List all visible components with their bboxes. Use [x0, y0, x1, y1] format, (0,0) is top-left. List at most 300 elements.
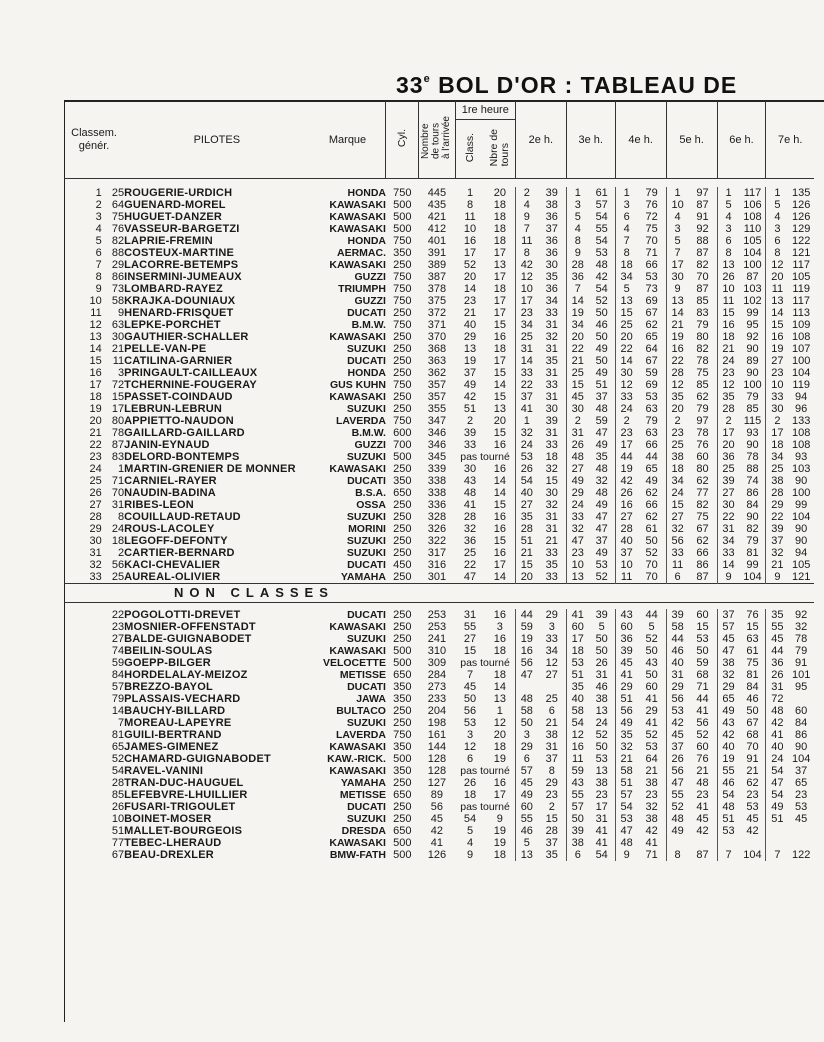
hour-laps-cell: 76	[696, 439, 709, 451]
rank-cell	[64, 849, 102, 861]
cyl-cell: 250	[393, 777, 412, 789]
make-cell: KAWASAKI	[329, 463, 386, 475]
hour-class-cell: 48	[566, 451, 588, 463]
laps-total-cell: 317	[427, 547, 447, 559]
make-cell: DUCATI	[347, 559, 386, 571]
hour-laps-cell: 100	[792, 487, 811, 499]
hour-class-cell: 16	[615, 499, 637, 511]
table-row	[64, 223, 814, 235]
cyl-cell: 500	[393, 211, 412, 223]
hour-laps-cell: 100	[743, 259, 762, 271]
hour-laps-cell: 96	[795, 403, 808, 415]
laps-total-cell: 322	[427, 535, 447, 547]
hour-laps-cell: 46	[746, 693, 759, 705]
rank-cell: 18	[89, 391, 102, 403]
hour-laps-cell: 35	[545, 559, 558, 571]
laps-total-cell: 241	[427, 633, 447, 645]
make-cell: HONDA	[347, 367, 386, 379]
bib-number-cell: 65	[111, 741, 125, 753]
hour-class-cell: 58	[666, 621, 688, 633]
bib-number-cell: 2	[117, 547, 125, 559]
hour-class-cell: 59	[515, 621, 537, 633]
hour-laps-cell: 87	[696, 571, 709, 583]
laps-total-cell: 326	[427, 523, 447, 535]
laps-total-cell: 389	[427, 259, 447, 271]
hour-laps-cell: 38	[595, 777, 608, 789]
hour1-laps-cell: 12	[493, 717, 506, 729]
hour-class-cell: 38	[717, 657, 739, 669]
hour-laps-cell: 23	[595, 789, 608, 801]
make-cell: SUZUKI	[346, 343, 386, 355]
hour1-class-cell: 47	[463, 571, 477, 583]
cyl-cell: 250	[393, 813, 412, 825]
bib-number-cell: 26	[111, 801, 125, 813]
hour-laps-cell: 49	[595, 499, 608, 511]
hour-class-cell: 53	[717, 825, 739, 837]
hour-laps-cell: 76	[645, 199, 658, 211]
hour-laps-cell	[788, 837, 814, 849]
bib-number-cell: 52	[111, 753, 125, 765]
hour-laps-cell: 66	[696, 547, 709, 559]
hour-laps-cell: 81	[746, 547, 759, 559]
hour-class-cell: 19	[566, 307, 588, 319]
hour-laps-cell: 97	[696, 415, 709, 427]
header-marque: Marque	[310, 101, 386, 179]
hour-laps-cell: 121	[792, 247, 811, 259]
hour-laps-cell: 31	[545, 523, 558, 535]
hour1-class-cell: 42	[463, 391, 477, 403]
hour-laps-cell: 67	[746, 717, 759, 729]
hour-laps-cell: 33	[545, 547, 558, 559]
rank-cell	[64, 813, 102, 825]
spacer-cell	[64, 179, 814, 188]
table-row	[64, 379, 814, 391]
hour-class-cell: 25	[666, 439, 688, 451]
pilots-cell: MARTIN-GRENIER DE MONNER	[124, 463, 296, 475]
hour-class-cell: 25	[766, 463, 788, 475]
hour-class-cell: 50	[566, 813, 588, 825]
cyl-cell: 650	[393, 487, 412, 499]
hour1-laps-cell: 9	[496, 813, 503, 825]
hour-laps-cell: 103	[792, 463, 811, 475]
hour-laps-cell: 5	[598, 621, 605, 633]
hour-laps-cell: 35	[595, 451, 608, 463]
hour-class-cell: 57	[717, 621, 739, 633]
hour-laps-cell: 32	[545, 331, 558, 343]
hour-laps-cell: 30	[545, 403, 558, 415]
hour-laps-cell: 60	[645, 681, 658, 693]
rank-cell: 1	[95, 187, 102, 199]
hour-laps-cell: 42	[746, 825, 759, 837]
hour-laps-cell: 23	[746, 789, 759, 801]
bib-number-cell: 24	[111, 523, 125, 535]
hour-laps-cell: 63	[645, 427, 658, 439]
hour-laps-cell: 53	[595, 559, 608, 571]
make-cell: DUCATI	[347, 609, 386, 621]
hour-class-cell: 47	[515, 669, 537, 681]
hour-class-cell: 15	[615, 307, 637, 319]
hour-laps-cell: 50	[645, 669, 658, 681]
laps-total-cell: 198	[427, 717, 447, 729]
hour1-laps-cell: 15	[493, 319, 506, 331]
pilots-cell: MALLET-BOURGEOIS	[124, 825, 243, 837]
table-row	[64, 801, 814, 813]
hour-class-cell: 29	[766, 499, 788, 511]
hour-laps-cell: 52	[696, 729, 709, 741]
hour-class-cell: 7	[566, 283, 588, 295]
hour-class-cell: 9	[615, 849, 637, 861]
hour-laps-cell: 85	[696, 379, 709, 391]
hour-class-cell: 3	[615, 199, 637, 211]
hour-class-cell: 2	[515, 187, 537, 199]
hour-laps-cell: 79	[746, 391, 759, 403]
hour1-class-cell: 13	[463, 343, 477, 355]
hour-class-cell: 23	[766, 367, 788, 379]
hour-laps-cell: 84	[746, 499, 759, 511]
table-row	[64, 645, 814, 657]
make-cell: KAWASAKI	[329, 645, 386, 657]
hour-laps-cell: 106	[743, 199, 762, 211]
rank-cell: 9	[95, 283, 102, 295]
hour-laps-cell: 76	[746, 609, 759, 621]
pilots-cell: KACI-CHEVALIER	[124, 559, 221, 571]
bib-number-cell: 22	[111, 609, 125, 621]
hour1-laps-cell: 16	[493, 439, 506, 451]
cyl-cell: 350	[393, 247, 412, 259]
pilots-cell: AUREAL-OLIVIER	[124, 571, 221, 583]
table-row	[64, 271, 814, 283]
hour-class-cell: 35	[615, 729, 637, 741]
rank-cell: 14	[89, 343, 102, 355]
laps-total-cell: 253	[427, 621, 447, 633]
hour-class-cell: 32	[766, 547, 788, 559]
pilots-cell: INSERMINI-JUMEAUX	[124, 271, 242, 283]
hour-laps-cell: 36	[545, 247, 558, 259]
hour-class-cell: 24	[515, 439, 537, 451]
hour-laps-cell: 44	[645, 609, 658, 621]
bib-number-cell: 64	[111, 199, 125, 211]
hour-laps-cell: 59	[645, 367, 658, 379]
bib-number-cell: 79	[111, 693, 125, 705]
hour-laps-cell: 48	[696, 777, 709, 789]
hour-laps-cell: 48	[595, 463, 608, 475]
hour-class-cell: 25	[717, 463, 739, 475]
hour-laps-cell: 70	[645, 571, 658, 583]
rank-cell: 6	[95, 247, 102, 259]
hour-laps-cell: 85	[696, 295, 709, 307]
hour-laps-cell: 61	[746, 645, 759, 657]
hour-laps-cell: 32	[795, 621, 808, 633]
hour-class-cell: 58	[615, 765, 637, 777]
hour-laps-cell: 82	[746, 523, 759, 535]
hour-class-cell: 55	[766, 621, 788, 633]
table-row	[64, 439, 814, 451]
bib-number-cell: 81	[111, 729, 125, 741]
hour-laps-cell: 21	[696, 765, 709, 777]
hour-class-cell: 8	[717, 247, 739, 259]
hour-class-cell: 54	[766, 765, 788, 777]
hour-class-cell: 31	[515, 343, 537, 355]
hour-laps-cell: 62	[696, 475, 709, 487]
table-row	[64, 765, 814, 777]
hour-class-cell: 48	[666, 813, 688, 825]
rank-cell	[64, 801, 102, 813]
hour-class-cell: 13	[666, 295, 688, 307]
pilots-cell: PRINGAULT-CAILLEAUX	[124, 367, 258, 379]
hour-laps-cell: 80	[696, 463, 709, 475]
laps-total-cell: 56	[430, 801, 444, 813]
hour1-class-cell: 51	[463, 403, 477, 415]
make-cell: KAWASAKI	[329, 259, 386, 271]
hour-class-cell: 36	[766, 657, 788, 669]
hour-laps-cell: 23	[696, 789, 709, 801]
hour-class-cell: 45	[766, 633, 788, 645]
hour-class-cell: 9	[666, 283, 688, 295]
hour-laps-cell: 52	[595, 295, 608, 307]
hour-class-cell: 14	[766, 307, 788, 319]
hour-laps-cell	[788, 693, 814, 705]
pilots-cell: LEFEBVRE-LHUILLIER	[124, 789, 248, 801]
hour-class-cell: 14	[717, 559, 739, 571]
pilots-cell: COSTEUX-MARTINE	[124, 247, 235, 259]
hour1-laps-cell: 17	[493, 559, 506, 571]
cyl-cell: 500	[393, 657, 412, 669]
hour-class-cell: 18	[615, 259, 637, 271]
header-hour-2: 2e h.	[515, 101, 566, 179]
hour-class-cell: 20	[615, 331, 637, 343]
hour-class-cell: 48	[766, 705, 788, 717]
pilots-cell: CATILINA-GARNIER	[124, 355, 233, 367]
header-classem: Classem. génér.	[64, 101, 124, 179]
hour-laps-cell: 15	[545, 813, 558, 825]
hour-class-cell: 20	[515, 571, 537, 584]
hour-laps-cell: 122	[792, 849, 811, 861]
hour-class-cell: 20	[666, 403, 688, 415]
header-class: Class.	[455, 120, 485, 179]
hour-laps-cell: 69	[645, 295, 658, 307]
header-tours: Nombre de tours à l'arrivée	[419, 101, 456, 179]
hour1-laps-cell: 1	[496, 705, 503, 717]
hour-class-cell: 56	[666, 765, 688, 777]
hour1-class-cell: 19	[463, 355, 477, 367]
hour1-class-cell: 33	[463, 439, 477, 451]
hour1-laps-cell: 16	[493, 633, 506, 645]
hour-class-cell: 41	[566, 609, 588, 621]
hour-class-cell: 15	[566, 379, 588, 391]
hour-laps-cell: 75	[696, 367, 709, 379]
hour-laps-cell: 8	[548, 765, 555, 777]
hour-laps-cell: 29	[545, 609, 558, 621]
hour1-class-cell: 40	[463, 319, 477, 331]
cyl-cell: 250	[393, 343, 412, 355]
hour-class-cell: 9	[566, 247, 588, 259]
hour-laps-cell: 50	[645, 535, 658, 547]
pilots-cell: NAUDIN-BADINA	[124, 487, 216, 499]
hour-class-cell: 42	[666, 717, 688, 729]
hour-laps-cell: 87	[696, 283, 709, 295]
hour-class-cell: 45	[566, 391, 588, 403]
hour1-class-cell: 23	[463, 295, 477, 307]
bib-number-cell: 23	[111, 621, 125, 633]
hour-class-cell: 13	[566, 571, 588, 584]
hour1-laps-cell: 15	[493, 427, 506, 439]
hour-class-cell: 29	[615, 681, 637, 693]
laps-total-cell: 412	[427, 223, 447, 235]
hour1-class-cell: 8	[466, 199, 474, 211]
hour-laps-cell: 65	[645, 463, 658, 475]
hour-class-cell: 37	[515, 391, 537, 403]
hour-class-cell: 44	[666, 633, 688, 645]
hour-laps-cell: 108	[743, 211, 762, 223]
hour-laps-cell: 21	[545, 717, 558, 729]
hour-class-cell: 9	[766, 571, 788, 584]
hour-laps-cell: 50	[595, 355, 608, 367]
hour-laps-cell: 77	[696, 487, 709, 499]
rank-cell: 19	[89, 403, 102, 415]
rank-cell: 10	[89, 295, 102, 307]
cyl-cell: 250	[393, 717, 412, 729]
hour-class-cell: 9	[515, 211, 537, 223]
hour-laps-cell: 25	[545, 693, 558, 705]
hour-class-cell: 31	[766, 681, 788, 693]
pilots-cell: BEAU-DREXLER	[124, 849, 214, 861]
hour-class-cell: 22	[717, 511, 739, 523]
hour-laps-cell: 39	[545, 415, 558, 427]
hour-laps-cell: 78	[696, 355, 709, 367]
hour-laps-cell: 52	[645, 547, 658, 559]
rank-cell	[64, 657, 102, 669]
hour-class-cell: 56	[666, 693, 688, 705]
hour1-laps-cell: 13	[493, 403, 506, 415]
make-cell: GUS KUHN	[329, 379, 386, 391]
hour1-laps-cell: 15	[493, 535, 506, 547]
pilots-cell: ROUGERIE-URDICH	[124, 187, 233, 199]
laps-total-cell: 161	[427, 729, 447, 741]
hour-laps-cell: 66	[645, 499, 658, 511]
bib-number-cell: 86	[111, 271, 125, 283]
laps-total-cell: 346	[427, 439, 447, 451]
cyl-cell: 350	[393, 475, 412, 487]
hour-class-cell: 4	[615, 223, 637, 235]
rank-cell: 20	[89, 415, 102, 427]
laps-total-cell: 347	[427, 415, 447, 427]
hour-class-cell: 22	[615, 343, 637, 355]
cyl-cell: 250	[393, 523, 412, 535]
table-body	[64, 179, 814, 862]
hour1-laps-cell: 17	[493, 295, 506, 307]
hour1-laps-cell: 19	[493, 825, 506, 837]
bib-number-cell: 1	[117, 463, 125, 475]
hour-class-cell: 31	[666, 669, 688, 681]
bib-number-cell: 59	[111, 657, 125, 669]
hour-laps-cell: 15	[696, 621, 709, 633]
hour-laps-cell: 108	[792, 331, 811, 343]
hour-class-cell: 5	[666, 235, 688, 247]
bib-number-cell: 82	[111, 235, 125, 247]
hour-class-cell: 20	[566, 331, 588, 343]
hour-laps-cell: 49	[595, 547, 608, 559]
hour-class-cell: 28	[766, 487, 788, 499]
hour-laps-cell: 135	[792, 187, 811, 199]
make-cell: SUZUKI	[346, 403, 386, 415]
hour-laps-cell: 35	[545, 849, 558, 861]
hour1-laps-cell: 18	[493, 669, 506, 681]
hour-class-cell: 28	[717, 403, 739, 415]
hour-laps-cell: 90	[795, 475, 808, 487]
hour-laps-cell: 87	[746, 271, 759, 283]
hour1-laps-cell: 14	[493, 487, 506, 499]
hour-laps-cell: 95	[795, 681, 808, 693]
hour-laps-cell: 41	[595, 837, 608, 849]
pilots-cell: LEBRUN-LEBRUN	[124, 403, 223, 415]
hour-laps-cell: 63	[645, 403, 658, 415]
header-nbre-tours: Nbre de tours	[485, 120, 516, 179]
hour-class-cell: 27	[666, 511, 688, 523]
hour-class-cell: 8	[615, 247, 637, 259]
make-cell: B.S.A.	[355, 487, 386, 499]
hour-laps-cell: 104	[743, 571, 762, 583]
hour-class-cell: 8	[515, 247, 537, 259]
hour-class-cell: 49	[566, 475, 588, 487]
bib-number-cell: 70	[111, 487, 125, 499]
rank-cell	[64, 645, 102, 657]
cyl-cell: 650	[393, 789, 412, 801]
hour-laps-cell: 108	[792, 439, 811, 451]
hour-laps-cell: 36	[545, 283, 558, 295]
hour-class-cell: 17	[615, 439, 637, 451]
hour-class-cell: 16	[717, 319, 739, 331]
make-cell: GUZZI	[354, 271, 386, 283]
cyl-cell: 750	[393, 295, 412, 307]
hour-laps-cell: 31	[545, 427, 558, 439]
table-spacer-row	[64, 179, 814, 188]
hour-class-cell: 51	[615, 777, 637, 789]
table-row	[64, 681, 814, 693]
cyl-cell: 650	[393, 669, 412, 681]
laps-total-cell: 357	[427, 391, 447, 403]
laps-total-cell: 371	[427, 319, 447, 331]
bib-number-cell: 84	[111, 669, 125, 681]
hour-laps-cell: 100	[743, 379, 762, 391]
hour-laps-cell: 50	[696, 645, 709, 657]
hour-laps-cell: 5	[648, 621, 655, 633]
hour-laps-cell: 105	[792, 559, 811, 571]
hour-class-cell: 26	[615, 487, 637, 499]
bib-number-cell: 18	[111, 535, 125, 547]
hour-laps-cell: 82	[696, 343, 709, 355]
hour-laps-cell: 44	[696, 693, 709, 705]
hour-laps-cell: 90	[795, 535, 808, 547]
pilots-cell: JANIN-EYNAUD	[124, 439, 210, 451]
hour-class-cell: 28	[615, 523, 637, 535]
rank-cell: 11	[90, 307, 102, 319]
hour-laps-cell: 53	[595, 247, 608, 259]
hour-laps-cell: 50	[645, 645, 658, 657]
hour-class-cell: 40	[566, 693, 588, 705]
hour1-laps-cell: 17	[493, 307, 506, 319]
hour-laps-cell: 122	[792, 235, 811, 247]
hour-laps-cell: 50	[595, 741, 608, 753]
hour1-class-cell: 56	[463, 705, 477, 717]
hour-class-cell: 10	[615, 559, 637, 571]
table-row	[64, 427, 814, 439]
hour-laps-cell: 37	[545, 837, 558, 849]
hour-laps-cell: 99	[746, 307, 759, 319]
rank-cell	[64, 705, 102, 717]
hour-class-cell: 7	[515, 223, 537, 235]
hour-class-cell: 11	[566, 753, 588, 765]
hour-class-cell: 8	[566, 235, 588, 247]
